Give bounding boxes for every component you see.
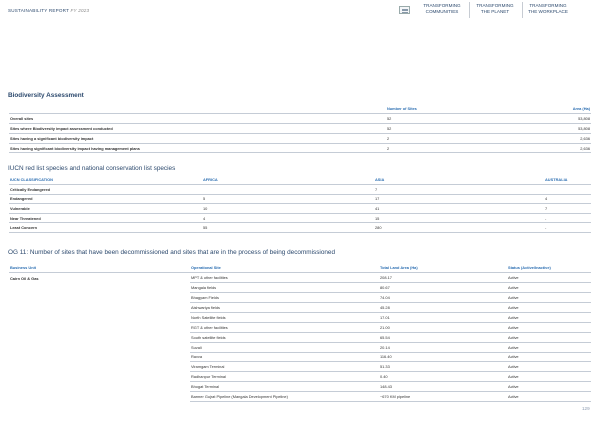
nav-transforming-workplace[interactable] (523, 3, 573, 15)
cell-value: 55 (203, 225, 208, 231)
operational-site: Suvali (190, 342, 379, 352)
nav-label: THE WORKPLACE (528, 9, 568, 14)
business-unit-cell (9, 303, 190, 313)
table-row (9, 194, 591, 204)
row-label: Overall sites (10, 116, 34, 122)
table-row (9, 332, 591, 342)
cell-value: 7 (375, 186, 378, 192)
og11-table (9, 263, 591, 402)
operational-site: RGT & other facilities (190, 322, 379, 332)
cell-value (202, 185, 374, 195)
column-header: Total Land Area (Ha) (379, 263, 507, 273)
status: Active (507, 362, 591, 372)
business-unit-cell (9, 362, 190, 372)
cell-value: 2 (387, 145, 390, 151)
land-area: 65.54 (379, 332, 507, 342)
business-unit-cell (9, 283, 190, 293)
business-unit-cell (9, 352, 190, 362)
row-label: Least Concern (10, 225, 38, 231)
table-row (9, 185, 591, 195)
operational-site: MPT & other facilities (190, 273, 379, 283)
operational-site: Bhogat Terminal (190, 382, 379, 392)
table-row (9, 143, 591, 153)
cell-value (544, 185, 591, 195)
status: Active (507, 273, 591, 283)
land-area: 148.43 (379, 382, 507, 392)
operational-site: South satellite fields (190, 332, 379, 342)
nav-label: TRANSFORMING (529, 3, 567, 8)
table-row (9, 392, 591, 402)
land-area: 45.28 (379, 303, 507, 313)
column-header (9, 104, 386, 114)
table-row (9, 124, 591, 134)
land-area: 20.14 (379, 342, 507, 352)
business-unit-cell (9, 342, 190, 352)
cell-value: 4 (203, 215, 206, 221)
column-header: Operational Site (190, 263, 379, 273)
table-row (9, 223, 591, 233)
business-unit-cell (9, 372, 190, 382)
cell-value: 10 (203, 206, 208, 212)
status: Active (507, 312, 591, 322)
cell-value: 5 (203, 196, 206, 202)
nav-label: TRANSFORMING (476, 3, 514, 8)
table-row (9, 293, 591, 303)
table-row (9, 273, 591, 283)
business-unit-cell (9, 392, 190, 402)
land-area: 74.04 (379, 293, 507, 303)
biodiversity-table (9, 104, 591, 153)
status: Active (507, 322, 591, 332)
land-area: 21.00 (379, 322, 507, 332)
report-title-text: SUSTAINABILITY REPORT (8, 8, 70, 13)
status: Active (507, 332, 591, 342)
row-label: Vulnerable (10, 206, 30, 212)
table-header-row (9, 104, 591, 114)
land-area: ~670 KM pipeline (379, 392, 507, 402)
iucn-table (9, 175, 591, 233)
business-unit-cell (9, 293, 190, 303)
operational-site: Radhanpur Terminal (190, 372, 379, 382)
cell-value: 2,636 (580, 135, 590, 141)
table-row (9, 362, 591, 372)
status: Active (507, 392, 591, 402)
cell-value: 53,808 (578, 125, 590, 131)
biodiversity-title: Biodiversity Assessment (8, 92, 84, 99)
og11-title: OG 11: Number of sites that have been decommissioned and sites that are in the process of being decommissioned (8, 249, 336, 256)
report-year: FY 2023 (70, 8, 90, 13)
cell-value: 53,808 (578, 116, 590, 122)
table-row (9, 372, 591, 382)
cell-value: 4 (545, 196, 548, 202)
land-area: 51.33 (379, 362, 507, 372)
operational-site: Aishwariya fields (190, 303, 379, 313)
table-row (9, 133, 591, 143)
row-label: Sites having a significant biodiversity impact (10, 135, 94, 141)
cell-value: 15 (375, 215, 380, 221)
cell-value: 41 (375, 206, 380, 212)
nav-label: COMMUNITIES (425, 9, 459, 14)
business-unit-cell: Cairn Oil & Gas (10, 275, 39, 281)
land-area: 0.40 (379, 372, 507, 382)
column-header: Area (Ha) (572, 106, 590, 112)
table-row (9, 204, 591, 214)
table-row (9, 382, 591, 392)
status: Active (507, 372, 591, 382)
cell-value: - (545, 215, 547, 221)
status: Active (507, 352, 591, 362)
row-label: Endangered (10, 196, 33, 202)
status: Active (507, 293, 591, 303)
table-header-row (9, 175, 591, 185)
operational-site: North Satellite fields (190, 312, 379, 322)
column-header: ASIA (375, 177, 385, 183)
cell-value: 7 (545, 206, 548, 212)
column-header: Status (Active/Inactive) (507, 263, 591, 273)
top-bar (0, 0, 600, 21)
table-row (9, 213, 591, 223)
row-label: Sites having significant biodiversity impact having management plans (10, 145, 140, 151)
cell-value: 2,636 (580, 145, 590, 151)
status: Active (507, 382, 591, 392)
table-row (9, 312, 591, 322)
operational-site: Barmer Gujrat Pipeline (Mangala Development Pipeline) (190, 392, 379, 402)
land-area: 208.17 (379, 273, 507, 283)
iucn-title: IUCN red list species and national conservation list species (8, 165, 176, 172)
table-row (9, 322, 591, 332)
nav-transforming-planet[interactable] (470, 3, 520, 15)
land-area: 80.67 (379, 283, 507, 293)
operational-site: Bhagyam Fields (190, 293, 379, 303)
row-label: Near Threatened (10, 215, 41, 221)
cell-value: 52 (387, 125, 392, 131)
operational-site: Mangala fields (190, 283, 379, 293)
menu-icon[interactable] (399, 6, 410, 14)
cell-value: 52 (387, 116, 392, 122)
land-area: 116.40 (379, 352, 507, 362)
operational-site: Viramgam Terminal (190, 362, 379, 372)
row-label: Sites where Biodiversity impact assessment conducted (10, 125, 113, 131)
nav-label: THE PLANET (480, 9, 510, 14)
og11-rows (9, 273, 591, 402)
status: Active (507, 283, 591, 293)
cell-value: - (545, 225, 547, 231)
nav-label: TRANSFORMING (423, 3, 461, 8)
table-row (9, 342, 591, 352)
column-header: Number of Sites (387, 106, 417, 112)
column-header: AUSTRALIA (545, 177, 568, 183)
row-label: Critically Endangered (10, 186, 50, 192)
column-header: IUCN CLASSIFICATION (10, 177, 53, 183)
column-header: AFRICA (203, 177, 218, 183)
table-row (9, 352, 591, 362)
page-number: 129 (582, 406, 590, 411)
operational-site: Ravva (190, 352, 379, 362)
nav-transforming-communities[interactable] (417, 3, 467, 15)
land-area: 17.01 (379, 312, 507, 322)
cell-value: 2 (387, 135, 390, 141)
cell-value: 17 (375, 196, 380, 202)
business-unit-cell (9, 312, 190, 322)
business-unit-cell (9, 332, 190, 342)
column-header: Business Unit (9, 263, 190, 273)
business-unit-cell (9, 382, 190, 392)
business-unit-cell (9, 322, 190, 332)
cell-value: 280 (375, 225, 382, 231)
table-header-row (9, 263, 591, 273)
status: Active (507, 303, 591, 313)
table-row (9, 303, 591, 313)
table-row (9, 283, 591, 293)
report-title (8, 8, 89, 13)
table-row (9, 114, 591, 124)
status: Active (507, 342, 591, 352)
